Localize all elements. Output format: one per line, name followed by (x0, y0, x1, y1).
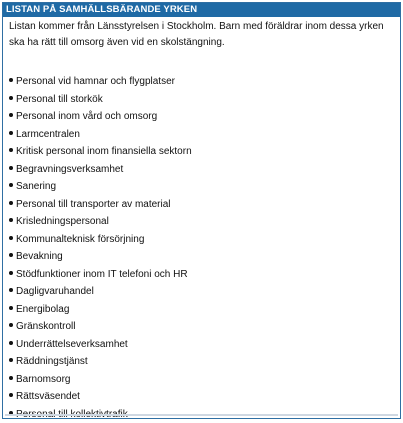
list-item (9, 353, 400, 371)
bullet-icon (9, 96, 13, 100)
bullet-icon (9, 393, 13, 397)
bullet-icon (9, 271, 13, 275)
bullet-icon (9, 183, 13, 187)
bullet-icon (9, 253, 13, 257)
bullet-icon (9, 236, 13, 240)
list-item-label: Räddningstjänst (16, 356, 88, 367)
list-item (9, 388, 400, 406)
bullet-icon (9, 201, 13, 205)
bullet-icon (9, 376, 13, 380)
list-item-label: Underrättelseverksamhet (16, 339, 128, 350)
list-item (9, 73, 400, 91)
list-item-label: Personal till transporter av material (16, 199, 171, 210)
list-item-label: Begravningsverksamhet (16, 164, 123, 175)
bullet-icon (9, 78, 13, 82)
list-item (9, 196, 400, 214)
bottom-divider (5, 414, 398, 416)
profession-list (3, 73, 400, 423)
list-item (9, 108, 400, 126)
bullet-icon (9, 306, 13, 310)
list-item (9, 318, 400, 336)
list-item (9, 213, 400, 231)
list-item (9, 178, 400, 196)
list-item-label: Dagligvaruhandel (16, 286, 94, 297)
list-item (9, 248, 400, 266)
list-item (9, 283, 400, 301)
list-item-label: Rättsväsendet (16, 391, 80, 402)
list-item-label: Personal till storkök (16, 94, 103, 105)
bullet-icon (9, 358, 13, 362)
list-item (9, 336, 400, 354)
list-item (9, 231, 400, 249)
list-item (9, 266, 400, 284)
list-item (9, 301, 400, 319)
list-item (9, 161, 400, 179)
bullet-icon (9, 288, 13, 292)
bullet-icon (9, 341, 13, 345)
list-item-label: Bevakning (16, 251, 63, 262)
bullet-icon (9, 131, 13, 135)
list-item-label: Energibolag (16, 304, 69, 315)
list-item-label: Personal vid hamnar och flygplatser (16, 76, 175, 87)
list-item-label: Krisledningspersonal (16, 216, 109, 227)
bullet-icon (9, 113, 13, 117)
info-box (2, 2, 401, 419)
list-item (9, 126, 400, 144)
list-item (9, 371, 400, 389)
list-item-label: Larmcentralen (16, 129, 80, 140)
list-item (9, 143, 400, 161)
bullet-icon (9, 218, 13, 222)
box-header-title: LISTAN PÅ SAMHÄLLSBÄRANDE YRKEN (3, 3, 400, 17)
list-item-label: Personal inom vård och omsorg (16, 111, 157, 122)
list-item-label: Kommunalteknisk försörjning (16, 234, 144, 245)
list-item-label: Sanering (16, 181, 56, 192)
bullet-icon (9, 166, 13, 170)
list-item (9, 91, 400, 109)
bullet-icon (9, 148, 13, 152)
bullet-icon (9, 323, 13, 327)
list-item-label: Kritisk personal inom finansiella sektorn (16, 146, 192, 157)
intro-paragraph: Listan kommer från Länsstyrelsen i Stockholm. Barn med föräldrar inom dessa yrken ska ha rätt till omsorg även vid en skolstängning. (3, 17, 395, 51)
list-item-label: Stödfunktioner inom IT telefoni och HR (16, 269, 188, 280)
list-item-label: Barnomsorg (16, 374, 70, 385)
list-item-label: Gränskontroll (16, 321, 75, 332)
